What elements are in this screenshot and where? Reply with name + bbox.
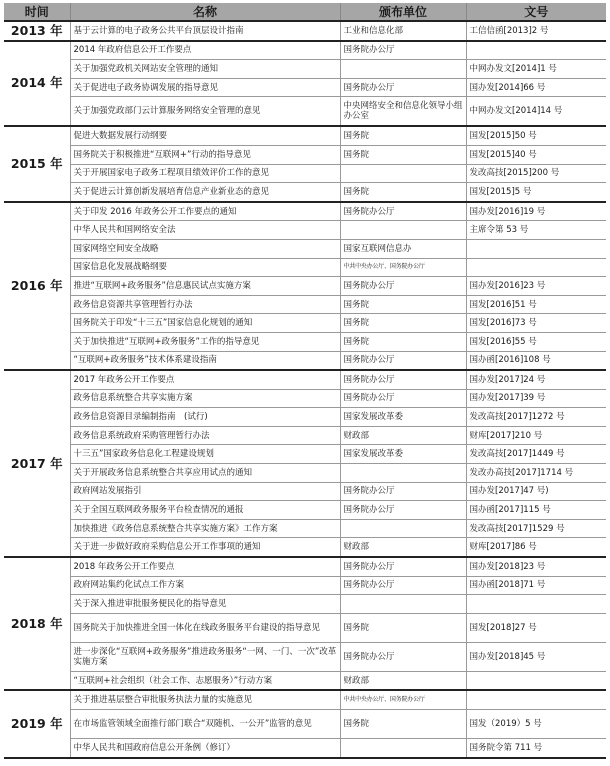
table-row: [4, 258, 606, 277]
issuer-cell: 国务院: [340, 183, 466, 202]
issuer-cell: [340, 164, 466, 183]
doc-number-cell: [466, 239, 606, 258]
table-row: [4, 183, 606, 202]
doc-number-cell: 国办发[2018]23 号: [466, 557, 606, 576]
policy-name-cell: 关于加快推进“互联网+政务服务”工作的指导意见: [70, 332, 340, 351]
table-row: [4, 642, 606, 671]
policy-name-cell: 关于开展政务信息系统整合共享应用试点的通知: [70, 464, 340, 483]
policy-name-cell: 2018 年政务公开工作要点: [70, 557, 340, 576]
doc-number-cell: [466, 690, 606, 709]
policy-name-cell: 2014 年政府信息公开工作要点: [70, 41, 340, 60]
policy-name-cell: 推进“互联网+政务服务”信息惠民试点实施方案: [70, 277, 340, 296]
policy-name-cell: 进一步深化“互联网+政务服务”推进政务服务“一网、一门、一次”改革实施方案: [70, 642, 340, 671]
table-row: [4, 239, 606, 258]
doc-number-cell: 国办发[2017]47 号): [466, 482, 606, 501]
table-row: [4, 389, 606, 408]
issuer-cell: [340, 519, 466, 538]
doc-number-cell: 国办发[2017]24 号: [466, 370, 606, 389]
issuer-cell: 国务院办公厅: [340, 351, 466, 370]
doc-number-cell: 国发（2019）5 号: [466, 710, 606, 739]
policy-name-cell: 关于印发 2016 年政务公开工作要点的通知: [70, 202, 340, 221]
policy-name-cell: 政务信息系统整合共享实施方案: [70, 389, 340, 408]
doc-number-cell: 国发[2016]73 号: [466, 314, 606, 333]
issuer-cell: [340, 595, 466, 614]
table-row: [4, 482, 606, 501]
issuer-cell: 国务院: [340, 145, 466, 164]
policy-name-cell: 政府网站集约化试点工作方案: [70, 576, 340, 595]
policy-name-cell: 关于全国互联网政务服务平台检查情况的通报: [70, 501, 340, 520]
table-row: [4, 671, 606, 690]
table-row: [4, 501, 606, 520]
table-row: [4, 126, 606, 145]
table-row: [4, 739, 606, 758]
year-cell: 2015 年: [4, 126, 70, 201]
issuer-cell: 国家发展改革委: [340, 445, 466, 464]
issuer-cell: [340, 221, 466, 240]
table-row: [4, 332, 606, 351]
doc-number-cell: [466, 258, 606, 277]
doc-number-cell: 国发[2015]40 号: [466, 145, 606, 164]
policy-name-cell: 关于促进云计算创新发展培育信息产业新业态的意见: [70, 183, 340, 202]
issuer-cell: 财政部: [340, 538, 466, 557]
doc-number-cell: [466, 595, 606, 614]
year-cell: 2016 年: [4, 202, 70, 370]
issuer-cell: 国务院办公厅: [340, 557, 466, 576]
table-row: [4, 690, 606, 709]
header-year: 时间: [4, 3, 70, 21]
table-row: [4, 97, 606, 127]
doc-number-cell: 国发[2015]50 号: [466, 126, 606, 145]
policy-name-cell: 政务信息资源共享管理暂行办法: [70, 295, 340, 314]
table-row: [4, 60, 606, 79]
policy-name-cell: 促进大数据发展行动纲要: [70, 126, 340, 145]
issuer-cell: [340, 60, 466, 79]
issuer-cell: 国务院办公厅: [340, 370, 466, 389]
doc-number-cell: 国发[2018]27 号: [466, 613, 606, 642]
table-row: [4, 314, 606, 333]
doc-number-cell: 中网办发文[2014]14 号: [466, 97, 606, 127]
doc-number-cell: 国发[2016]51 号: [466, 295, 606, 314]
issuer-cell: 中央网络安全和信息化领导小组办公室: [340, 97, 466, 127]
doc-number-cell: 国发[2016]55 号: [466, 332, 606, 351]
issuer-cell: 国务院办公厅: [340, 78, 466, 97]
table-row: [4, 164, 606, 183]
table-row: [4, 21, 606, 41]
table-row: [4, 145, 606, 164]
policy-name-cell: 关于加强党政机关网站安全管理的通知: [70, 60, 340, 79]
issuer-cell: 国务院: [340, 295, 466, 314]
issuer-cell: 国务院: [340, 126, 466, 145]
doc-number-cell: 财库[2017]210 号: [466, 426, 606, 445]
table-row: [4, 557, 606, 576]
doc-number-cell: 发改高技[2017]1529 号: [466, 519, 606, 538]
table-row: [4, 426, 606, 445]
issuer-cell: 国务院: [340, 710, 466, 739]
doc-number-cell: 国办发[2016]19 号: [466, 202, 606, 221]
year-cell: 2014 年: [4, 41, 70, 127]
policy-name-cell: 关于促进电子政务协调发展的指导意见: [70, 78, 340, 97]
table-row: [4, 445, 606, 464]
issuer-cell: 国务院办公厅: [340, 482, 466, 501]
policy-name-cell: 国务院关于积极推进“互联网+”行动的指导意见: [70, 145, 340, 164]
table-row: [4, 613, 606, 642]
issuer-cell: 工业和信息化部: [340, 21, 466, 41]
issuer-cell: 国家互联网信息办: [340, 239, 466, 258]
policy-name-cell: 十三五”国家政务信息化工程建设规划: [70, 445, 340, 464]
year-cell: 2017 年: [4, 370, 70, 557]
table-row: [4, 221, 606, 240]
doc-number-cell: 工信信函[2013]2 号: [466, 21, 606, 41]
issuer-cell: 财政部: [340, 426, 466, 445]
issuer-cell: 国务院办公厅: [340, 202, 466, 221]
issuer-cell: 国务院办公厅: [340, 277, 466, 296]
issuer-cell: 国务院办公厅: [340, 41, 466, 60]
table-row: [4, 41, 606, 60]
doc-number-cell: 国发[2015]5 号: [466, 183, 606, 202]
year-cell: 2019 年: [4, 690, 70, 757]
doc-number-cell: 国办函[2016]108 号: [466, 351, 606, 370]
policy-name-cell: 关于加强党政部门云计算服务网络安全管理的意见: [70, 97, 340, 127]
table-row: [4, 202, 606, 221]
policy-name-cell: 国务院关于印发“十三五”国家信息化规划的通知: [70, 314, 340, 333]
table-row: [4, 710, 606, 739]
table-row: [4, 595, 606, 614]
doc-number-cell: 国办发[2018]45 号: [466, 642, 606, 671]
policy-name-cell: 国家信息化发展战略纲要: [70, 258, 340, 277]
header-issuer: 颁布单位: [340, 3, 466, 21]
issuer-cell: 中共中央办公厅、国务院办公厅: [340, 690, 466, 709]
table-row: [4, 576, 606, 595]
policy-name-cell: 关于进一步做好政府采购信息公开工作事项的通知: [70, 538, 340, 557]
doc-number-cell: 财库[2017]86 号: [466, 538, 606, 557]
doc-number-cell: 国办发[2017]39 号: [466, 389, 606, 408]
issuer-cell: 财政部: [340, 671, 466, 690]
issuer-cell: 国务院: [340, 332, 466, 351]
issuer-cell: 国务院办公厅: [340, 642, 466, 671]
doc-number-cell: 国办函[2018]71 号: [466, 576, 606, 595]
policy-name-cell: 基于云计算的电子政务公共平台顶层设计指南: [70, 21, 340, 41]
policy-name-cell: 国家网络空间安全战略: [70, 239, 340, 258]
table-row: [4, 538, 606, 557]
issuer-cell: 国务院办公厅: [340, 389, 466, 408]
policy-name-cell: “互联网+政务服务”技术体系建设指南: [70, 351, 340, 370]
header-name: 名称: [70, 3, 340, 21]
table-header: [4, 3, 606, 21]
policy-name-cell: 国务院关于加快推进全国一体化在线政务服务平台建设的指导意见: [70, 613, 340, 642]
doc-number-cell: [466, 671, 606, 690]
year-cell: 2018 年: [4, 557, 70, 690]
header-doc-number: 文号: [466, 3, 606, 21]
table-row: [4, 464, 606, 483]
table-row: [4, 408, 606, 427]
policy-name-cell: 政务信息资源目录编制指南 (试行): [70, 408, 340, 427]
policy-name-cell: 中华人民共和国政府信息公开条例（修订）: [70, 739, 340, 758]
doc-number-cell: 国办发[2016]23 号: [466, 277, 606, 296]
policy-name-cell: 2017 年政务公开工作要点: [70, 370, 340, 389]
doc-number-cell: 主席令第 53 号: [466, 221, 606, 240]
doc-number-cell: [466, 41, 606, 60]
table-row: [4, 370, 606, 389]
policy-table: [4, 3, 606, 759]
policy-name-cell: 在市场监管领域全面推行部门联合“双随机、一公开”监管的意见: [70, 710, 340, 739]
table-row: [4, 78, 606, 97]
doc-number-cell: 中网办发文[2014]1 号: [466, 60, 606, 79]
policy-name-cell: 加快推进《政务信息系统整合共享实施方案》工作方案: [70, 519, 340, 538]
table-row: [4, 351, 606, 370]
doc-number-cell: 国办函[2017]115 号: [466, 501, 606, 520]
issuer-cell: 国务院: [340, 314, 466, 333]
doc-number-cell: 国办发[2014]66 号: [466, 78, 606, 97]
table-body: [4, 21, 606, 758]
policy-name-cell: 中华人民共和国网络安全法: [70, 221, 340, 240]
policy-name-cell: 关于开展国家电子政务工程项目绩效评价工作的意见: [70, 164, 340, 183]
doc-number-cell: 国务院令第 711 号: [466, 739, 606, 758]
doc-number-cell: 发改高技[2017]1449 号: [466, 445, 606, 464]
table-row: [4, 295, 606, 314]
doc-number-cell: 发改高技[2015]200 号: [466, 164, 606, 183]
doc-number-cell: 发改高技[2017]1272 号: [466, 408, 606, 427]
issuer-cell: 国务院: [340, 613, 466, 642]
issuer-cell: [340, 464, 466, 483]
issuer-cell: 中共中央办公厅、国务院办公厅: [340, 258, 466, 277]
issuer-cell: [340, 739, 466, 758]
policy-name-cell: 政府网站发展指引: [70, 482, 340, 501]
issuer-cell: 国务院办公厅: [340, 501, 466, 520]
issuer-cell: 国务院办公厅: [340, 576, 466, 595]
policy-name-cell: 关于推进基层整合审批服务执法力量的实施意见: [70, 690, 340, 709]
table-row: [4, 277, 606, 296]
policy-name-cell: 政务信息系统政府采购管理暂行办法: [70, 426, 340, 445]
policy-name-cell: “互联网+社会组织（社会工作、志愿服务）”行动方案: [70, 671, 340, 690]
table-row: [4, 519, 606, 538]
doc-number-cell: 发改办高技[2017]1714 号: [466, 464, 606, 483]
issuer-cell: 国家发展改革委: [340, 408, 466, 427]
year-cell: 2013 年: [4, 21, 70, 41]
policy-name-cell: 关于深入推进审批服务便民化的指导意见: [70, 595, 340, 614]
